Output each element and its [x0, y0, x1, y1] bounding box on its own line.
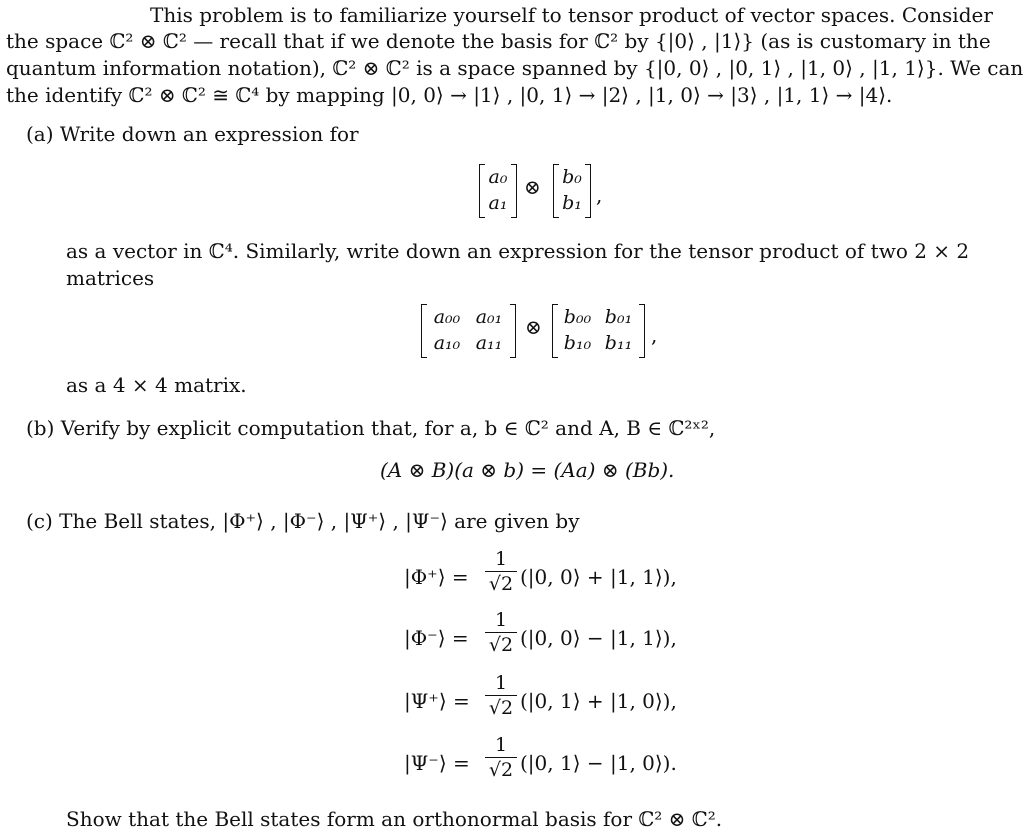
- vec-a-entry-1: a₁: [488, 192, 508, 214]
- fraction-denominator: √2: [488, 634, 514, 656]
- fraction-bar: [485, 757, 517, 758]
- bell-state-fraction: [485, 609, 517, 656]
- matrix-b: [557, 304, 639, 356]
- bell-state-fraction: [485, 548, 517, 595]
- fraction-denominator: √2: [488, 573, 514, 595]
- mat-b-entry: b₁₁: [604, 332, 633, 354]
- part-a-text-2: matrices: [66, 266, 155, 290]
- fraction-denominator: √2: [488, 697, 514, 719]
- bell-state-rhs: (|0, 0⟩ − |1, 1⟩),: [520, 626, 677, 650]
- part-c-conclusion: Show that the Bell states form an orthonormal basis for ℂ² ⊗ ℂ².: [66, 807, 723, 831]
- vec-a-entry-0: a₀: [488, 166, 508, 188]
- intro-line-4: the identify ℂ² ⊗ ℂ² ≅ ℂ⁴ by mapping |0, 0⟩ → |1⟩ , |0, 1⟩ → |2⟩ , |1, 0⟩ → |3⟩ , |1, 1⟩ → |4⟩.: [6, 83, 893, 107]
- mat-a-entry: a₁₀: [433, 332, 461, 354]
- otimes-symbol: ⊗: [525, 315, 542, 339]
- part-a-label: (a) Write down an expression for: [26, 122, 359, 146]
- fraction-bar: [485, 632, 517, 633]
- bell-state-fraction: [485, 672, 517, 719]
- part-c-label: (c) The Bell states, |Φ⁺⟩ , |Φ⁻⟩ , |Ψ⁺⟩ , |Ψ⁻⟩ are given by: [26, 509, 580, 533]
- fraction-denominator: √2: [488, 759, 514, 781]
- matrix-a: [426, 304, 510, 356]
- bell-state-rhs: (|0, 1⟩ + |1, 0⟩),: [520, 689, 677, 713]
- vec-b-right-bracket: [585, 164, 591, 218]
- bell-state-lhs: |Ψ⁻⟩ =: [404, 751, 470, 775]
- mat-b-entry: b₀₀: [563, 306, 592, 328]
- vector-comma: ,: [596, 183, 603, 207]
- part-b-equation: (A ⊗ B)(a ⊗ b) = (Aa) ⊗ (Bb).: [380, 458, 675, 482]
- matrix-comma: ,: [651, 323, 658, 347]
- mat-b-right-bracket: [639, 304, 645, 358]
- bell-state-lhs: |Φ⁺⟩ =: [404, 565, 469, 589]
- bell-state-rhs: (|0, 0⟩ + |1, 1⟩),: [520, 565, 677, 589]
- fraction-bar: [485, 571, 517, 572]
- fraction-bar: [485, 695, 517, 696]
- fraction-numerator: 1: [494, 672, 508, 694]
- mat-a-entry: a₀₁: [475, 306, 503, 328]
- part-a-text-3: as a 4 × 4 matrix.: [66, 373, 247, 397]
- mat-a-right-bracket: [510, 304, 516, 358]
- vector-a: [484, 164, 512, 216]
- intro-line-1: This problem is to familiarize yourself to tensor product of vector spaces. Consider: [150, 3, 993, 27]
- vector-b: [558, 164, 586, 216]
- fraction-numerator: 1: [494, 609, 508, 631]
- mat-b-entry: b₀₁: [604, 306, 633, 328]
- vec-b-entry-0: b₀: [562, 166, 582, 188]
- mat-a-entry: a₀₀: [433, 306, 461, 328]
- bell-state-rhs: (|0, 1⟩ − |1, 0⟩).: [520, 751, 677, 775]
- bell-state-lhs: |Φ⁻⟩ =: [404, 626, 469, 650]
- bell-state-fraction: [485, 734, 517, 781]
- intro-line-2: the space ℂ² ⊗ ℂ² — recall that if we denote the basis for ℂ² by {|0⟩ , |1⟩} (as is customary in the: [6, 29, 991, 53]
- fraction-numerator: 1: [494, 734, 508, 756]
- vec-a-right-bracket: [511, 164, 517, 218]
- part-b-label: (b) Verify by explicit computation that, for a, b ∈ ℂ² and A, B ∈ ℂ²ˣ²,: [26, 416, 716, 440]
- fraction-numerator: 1: [494, 548, 508, 570]
- mat-b-entry: b₁₀: [563, 332, 592, 354]
- bell-state-lhs: |Ψ⁺⟩ =: [404, 689, 470, 713]
- part-a-text-1: as a vector in ℂ⁴. Similarly, write down an expression for the tensor product of two 2 × 2: [66, 239, 970, 263]
- otimes-symbol: ⊗: [524, 175, 541, 199]
- vec-b-entry-1: b₁: [562, 192, 582, 214]
- intro-line-3: quantum information notation), ℂ² ⊗ ℂ² is a space spanned by {|0, 0⟩ , |0, 1⟩ , |1, 0⟩ , |1, 1⟩}. We can: [6, 56, 1024, 80]
- mat-a-entry: a₁₁: [475, 332, 503, 354]
